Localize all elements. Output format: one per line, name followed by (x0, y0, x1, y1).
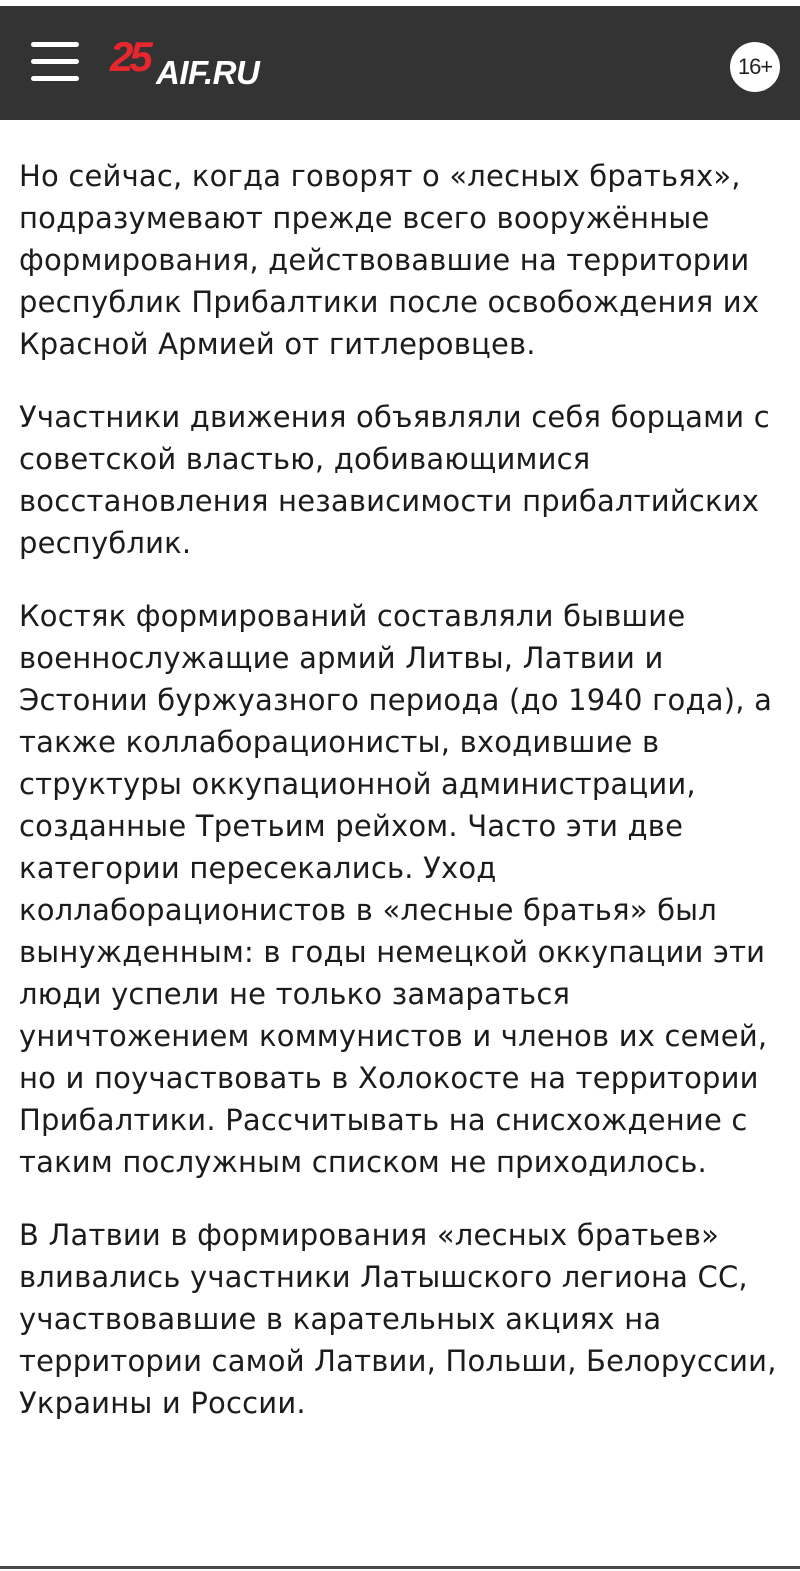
bottom-divider (0, 1566, 800, 1569)
article-paragraph-2: Участники движения объявляли себя борцами с советской властью, добивающимися восстановления независимости прибалтийских республик. (19, 400, 770, 560)
logo-site-name: AIF.RU (156, 54, 260, 91)
article-paragraph-3: Костяк формирований составляли бывшие военнослужащие армий Литвы, Латвии и Эстонии буржуазного периода (до 1940 года), а также коллаборационисты, входившие в структуры оккупационной администрации, созданные Третьим рейхом. Часто эти две категории пересекались. Уход коллаборационистов в «лесные братья» был вынужденным: в годы немецкой оккупации эти люди успели не только замараться уничтожением коммунистов и членов их семей, но и поучаствовать в Холокосте на территории Прибалтики. Рассчитывать на снисхождение с таким послужным списком не приходилось. (19, 599, 773, 1179)
site-logo[interactable] (110, 33, 290, 92)
menu-bar-top (31, 42, 79, 47)
article-paragraph-4: В Латвии в формирования «лесных братьев» вливались участники Латышского легиона СС, участвовавшие в карательных акциях на территории самой Латвии, Польши, Белоруссии, Украины и России. (19, 1218, 777, 1420)
menu-bar-middle (31, 59, 79, 64)
article-paragraph-1: Но сейчас, когда говорят о «лесных братьях», подразумевают прежде всего вооружённые формирования, действовавшие на территории республик Прибалтики после освобождения их Красной Армией от гитлеровцев. (19, 159, 760, 361)
site-header (0, 6, 800, 120)
hamburger-menu-icon[interactable] (31, 42, 79, 82)
menu-bar-bottom (31, 76, 79, 81)
logo-anniversary-mark: 25 (110, 33, 149, 80)
article-body (19, 155, 784, 1455)
age-rating-badge: 16+ (730, 42, 780, 92)
